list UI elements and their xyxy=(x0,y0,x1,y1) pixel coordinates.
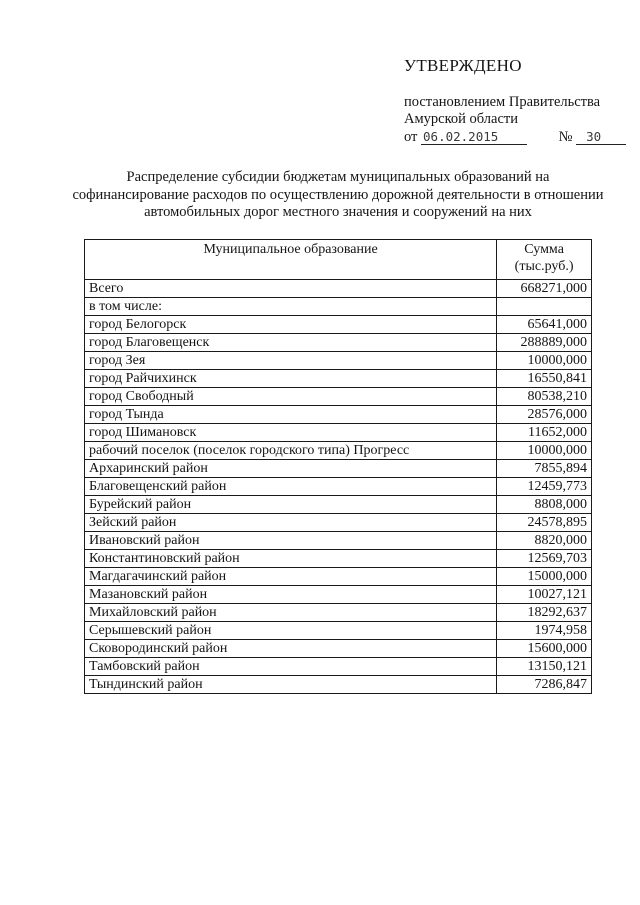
table-row xyxy=(85,388,592,406)
subsidy-amount: 18292,637 xyxy=(497,604,592,622)
municipality-name: Мазановский район xyxy=(85,586,497,604)
table-row xyxy=(85,604,592,622)
subsidy-amount: 15000,000 xyxy=(497,568,592,586)
subsidy-amount: 28576,000 xyxy=(497,406,592,424)
municipality-name: Зейский район xyxy=(85,514,497,532)
municipality-name: Тындинский район xyxy=(85,676,497,694)
table-row xyxy=(85,478,592,496)
municipality-name: город Благовещенск xyxy=(85,334,497,352)
table-row xyxy=(85,550,592,568)
subsidy-amount: 12459,773 xyxy=(497,478,592,496)
table-row xyxy=(85,316,592,334)
municipality-name: Благовещенский район xyxy=(85,478,497,496)
subsidy-amount: 16550,841 xyxy=(497,370,592,388)
approval-authority: постановлением Правительства xyxy=(404,94,601,110)
approval-date-line xyxy=(404,128,634,146)
municipality-name: рабочий поселок (поселок городского типа) Прогресс xyxy=(85,442,497,460)
subsidy-amount: 15600,000 xyxy=(497,640,592,658)
number-prefix: № xyxy=(558,129,573,145)
subsidy-amount: 24578,895 xyxy=(497,514,592,532)
subsidy-amount: 13150,121 xyxy=(497,658,592,676)
total-label: Всего xyxy=(85,280,497,298)
subsidy-amount: 10000,000 xyxy=(497,442,592,460)
approval-number: 30 xyxy=(576,130,626,145)
header-municipality: Муниципальное образование xyxy=(85,240,497,280)
subsidy-amount: 80538,210 xyxy=(497,388,592,406)
table-row xyxy=(85,424,592,442)
municipality-name: Магдагачинский район xyxy=(85,568,497,586)
table-row xyxy=(85,514,592,532)
subsidy-amount: 7855,894 xyxy=(497,460,592,478)
including-label: в том числе: xyxy=(85,298,497,316)
table-row xyxy=(85,442,592,460)
municipality-name: Серышевский район xyxy=(85,622,497,640)
subsidy-amount: 10000,000 xyxy=(497,352,592,370)
municipality-name: Архаринский район xyxy=(85,460,497,478)
table-row xyxy=(85,586,592,604)
approval-region: Амурской области xyxy=(404,111,518,127)
including-row xyxy=(85,298,592,316)
table-row xyxy=(85,352,592,370)
table-row xyxy=(85,676,592,694)
including-empty xyxy=(497,298,592,316)
table-row xyxy=(85,568,592,586)
municipality-name: Константиновский район xyxy=(85,550,497,568)
date-prefix: от xyxy=(404,129,418,145)
subsidy-amount: 1974,958 xyxy=(497,622,592,640)
table-row xyxy=(85,622,592,640)
table-row xyxy=(85,658,592,676)
subsidy-amount: 10027,121 xyxy=(497,586,592,604)
municipality-name: город Белогорск xyxy=(85,316,497,334)
municipality-name: Михайловский район xyxy=(85,604,497,622)
table-row xyxy=(85,640,592,658)
municipality-name: город Зея xyxy=(85,352,497,370)
table-row xyxy=(85,334,592,352)
subsidy-amount: 65641,000 xyxy=(497,316,592,334)
approval-date: 06.02.2015 xyxy=(421,130,527,145)
subsidy-amount: 11652,000 xyxy=(497,424,592,442)
table-header-row xyxy=(85,240,592,280)
header-sum-label: Сумма xyxy=(524,242,564,257)
subsidy-amount: 12569,703 xyxy=(497,550,592,568)
header-sum xyxy=(497,240,592,280)
total-value: 668271,000 xyxy=(497,280,592,298)
subsidy-amount: 288889,000 xyxy=(497,334,592,352)
municipality-name: город Райчихинск xyxy=(85,370,497,388)
table-row xyxy=(85,406,592,424)
municipality-name: город Шимановск xyxy=(85,424,497,442)
municipality-name: Бурейский район xyxy=(85,496,497,514)
table-row xyxy=(85,460,592,478)
table-row xyxy=(85,532,592,550)
municipality-name: город Свободный xyxy=(85,388,497,406)
total-row xyxy=(85,280,592,298)
municipality-name: Тамбовский район xyxy=(85,658,497,676)
approval-block xyxy=(404,56,634,146)
document-title: Распределение субсидии бюджетам муниципальных образований на софинансирование расходов по осуществлению дорожной деятельности в отношении автомобильных дорог местного значения и сооружений на них xyxy=(72,169,604,221)
header-sum-unit: (тыс.руб.) xyxy=(514,259,574,274)
subsidy-amount: 8820,000 xyxy=(497,532,592,550)
table-row xyxy=(85,370,592,388)
municipality-name: город Тында xyxy=(85,406,497,424)
table-row xyxy=(85,496,592,514)
subsidy-amount: 8808,000 xyxy=(497,496,592,514)
municipality-name: Ивановский район xyxy=(85,532,497,550)
municipality-name: Сковородинский район xyxy=(85,640,497,658)
approved-title: УТВЕРЖДЕНО xyxy=(404,56,522,75)
subsidy-amount: 7286,847 xyxy=(497,676,592,694)
subsidy-table xyxy=(84,239,592,694)
